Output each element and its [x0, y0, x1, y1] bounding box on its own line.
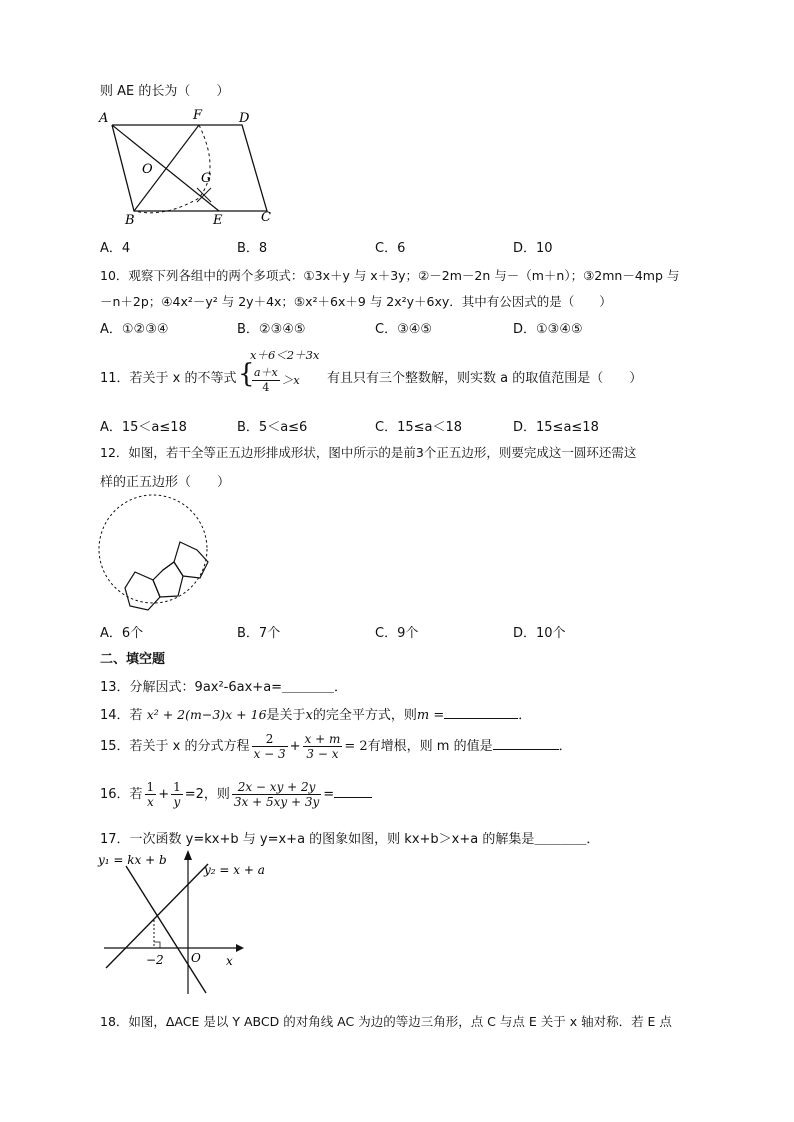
pentagon-ring-figure — [90, 490, 230, 620]
label-c: C — [261, 210, 271, 225]
label-y2: y₂ = x + a — [204, 863, 265, 877]
q10-line2: －n＋2p；④4x²－y² 与 2y＋4x；⑤x²＋6x＋9 与 2x²y＋6xy．其中有公因式的是（ ） — [100, 294, 612, 309]
label-b: B — [125, 213, 135, 228]
q9-option-a: A．4 — [100, 241, 131, 256]
label-g: G — [201, 171, 212, 186]
q9-option-b: B．8 — [237, 241, 268, 256]
label-neg2: −2 — [146, 953, 164, 967]
q15: 15．若关于 x 的分式方程 $\frac{2}{x - 3}$ + $\frac{x + m}{3 - x}$ = 2有增根，则 m 的值是 ． — [100, 732, 572, 761]
q9-tail: 则 AE 的长为（ ） — [100, 84, 230, 99]
q11-brace: { — [238, 359, 255, 389]
q10-option-a: A．①②③④ — [100, 322, 169, 337]
q11-option-a: A．15＜a≤18 — [100, 420, 187, 435]
q11-option-c: C．15≤a＜18 — [375, 420, 463, 435]
q12-option-c: C．9个 — [375, 626, 419, 641]
q17-text: 17．一次函数 y=kx+b 与 y=x+a 的图象如图，则 kx+b＞x+a 的解集是＿＿＿＿． — [100, 832, 600, 847]
label-a: A — [99, 111, 109, 126]
q12-option-b: B．7个 — [237, 626, 281, 641]
label-x-axis: x — [226, 954, 233, 968]
q11-prefix: 11．若关于 x 的不等式 — [100, 371, 237, 386]
q18-text: 18．如图，ΔACE 是以 Y ABCD 的对角线 AC 为边的等边三角形，点 C 与点 E 关于 x 轴对称．若 E 点 — [100, 1014, 672, 1029]
q11-suffix: 有且只有三个整数解，则实数 a 的取值范围是（ ） — [327, 371, 643, 386]
q11-option-d: D．15≤a≤18 — [513, 420, 599, 435]
q11-ineq1: x＋6＜2＋3x — [250, 348, 320, 362]
q13: 13．分解因式：9ax²-6ax+a=＿＿＿＿． — [100, 680, 348, 695]
q12-option-d: D．10个 — [513, 626, 566, 641]
q12-line1: 12．如图，若干全等正五边形排成形状，图中所示的是前3个正五边形，则要完成这一圆环还需这 — [100, 445, 637, 460]
q10-option-b: B．②③④⑤ — [237, 322, 306, 337]
linear-functions-graph — [96, 848, 286, 996]
parallelogram-figure — [95, 108, 285, 228]
q16: 16．若 $\frac{1}{x}$ + $\frac{1}{y}$ =2，则 $\frac{2x - xy + 2y}{3x + 5xy + 3y}$ = — [100, 780, 372, 809]
section-fill-blank-title: 二、填空题 — [100, 652, 166, 667]
q12-option-a: A．6个 — [100, 626, 144, 641]
label-o: O — [142, 162, 153, 177]
label-y1: y₁ = kx + b — [98, 853, 167, 867]
label-d: D — [239, 111, 250, 126]
label-e: E — [213, 213, 223, 228]
label-origin: O — [191, 951, 201, 965]
q10-option-d: D．①③④⑤ — [513, 322, 583, 337]
q12-line2: 样的正五边形（ ） — [100, 475, 231, 490]
q11-ineq2: $\frac{a+x}{4}$ ＞x — [254, 366, 300, 394]
q14: 14．若 x² + 2(m−3)x + 16是关于x的完全平方式，则m = ． — [100, 707, 532, 723]
q9-option-c: C．6 — [375, 241, 406, 256]
q10-option-c: C．③④⑤ — [375, 322, 433, 337]
q9-option-d: D．10 — [513, 241, 553, 256]
q10-line1: 10．观察下列各组中的两个多项式：①3x＋y 与 x＋3y；②－2m－2n 与－（m＋n）；③2mn－4mp 与 — [100, 268, 680, 283]
label-f: F — [193, 108, 203, 123]
q11-option-b: B．5＜a≤6 — [237, 420, 308, 435]
